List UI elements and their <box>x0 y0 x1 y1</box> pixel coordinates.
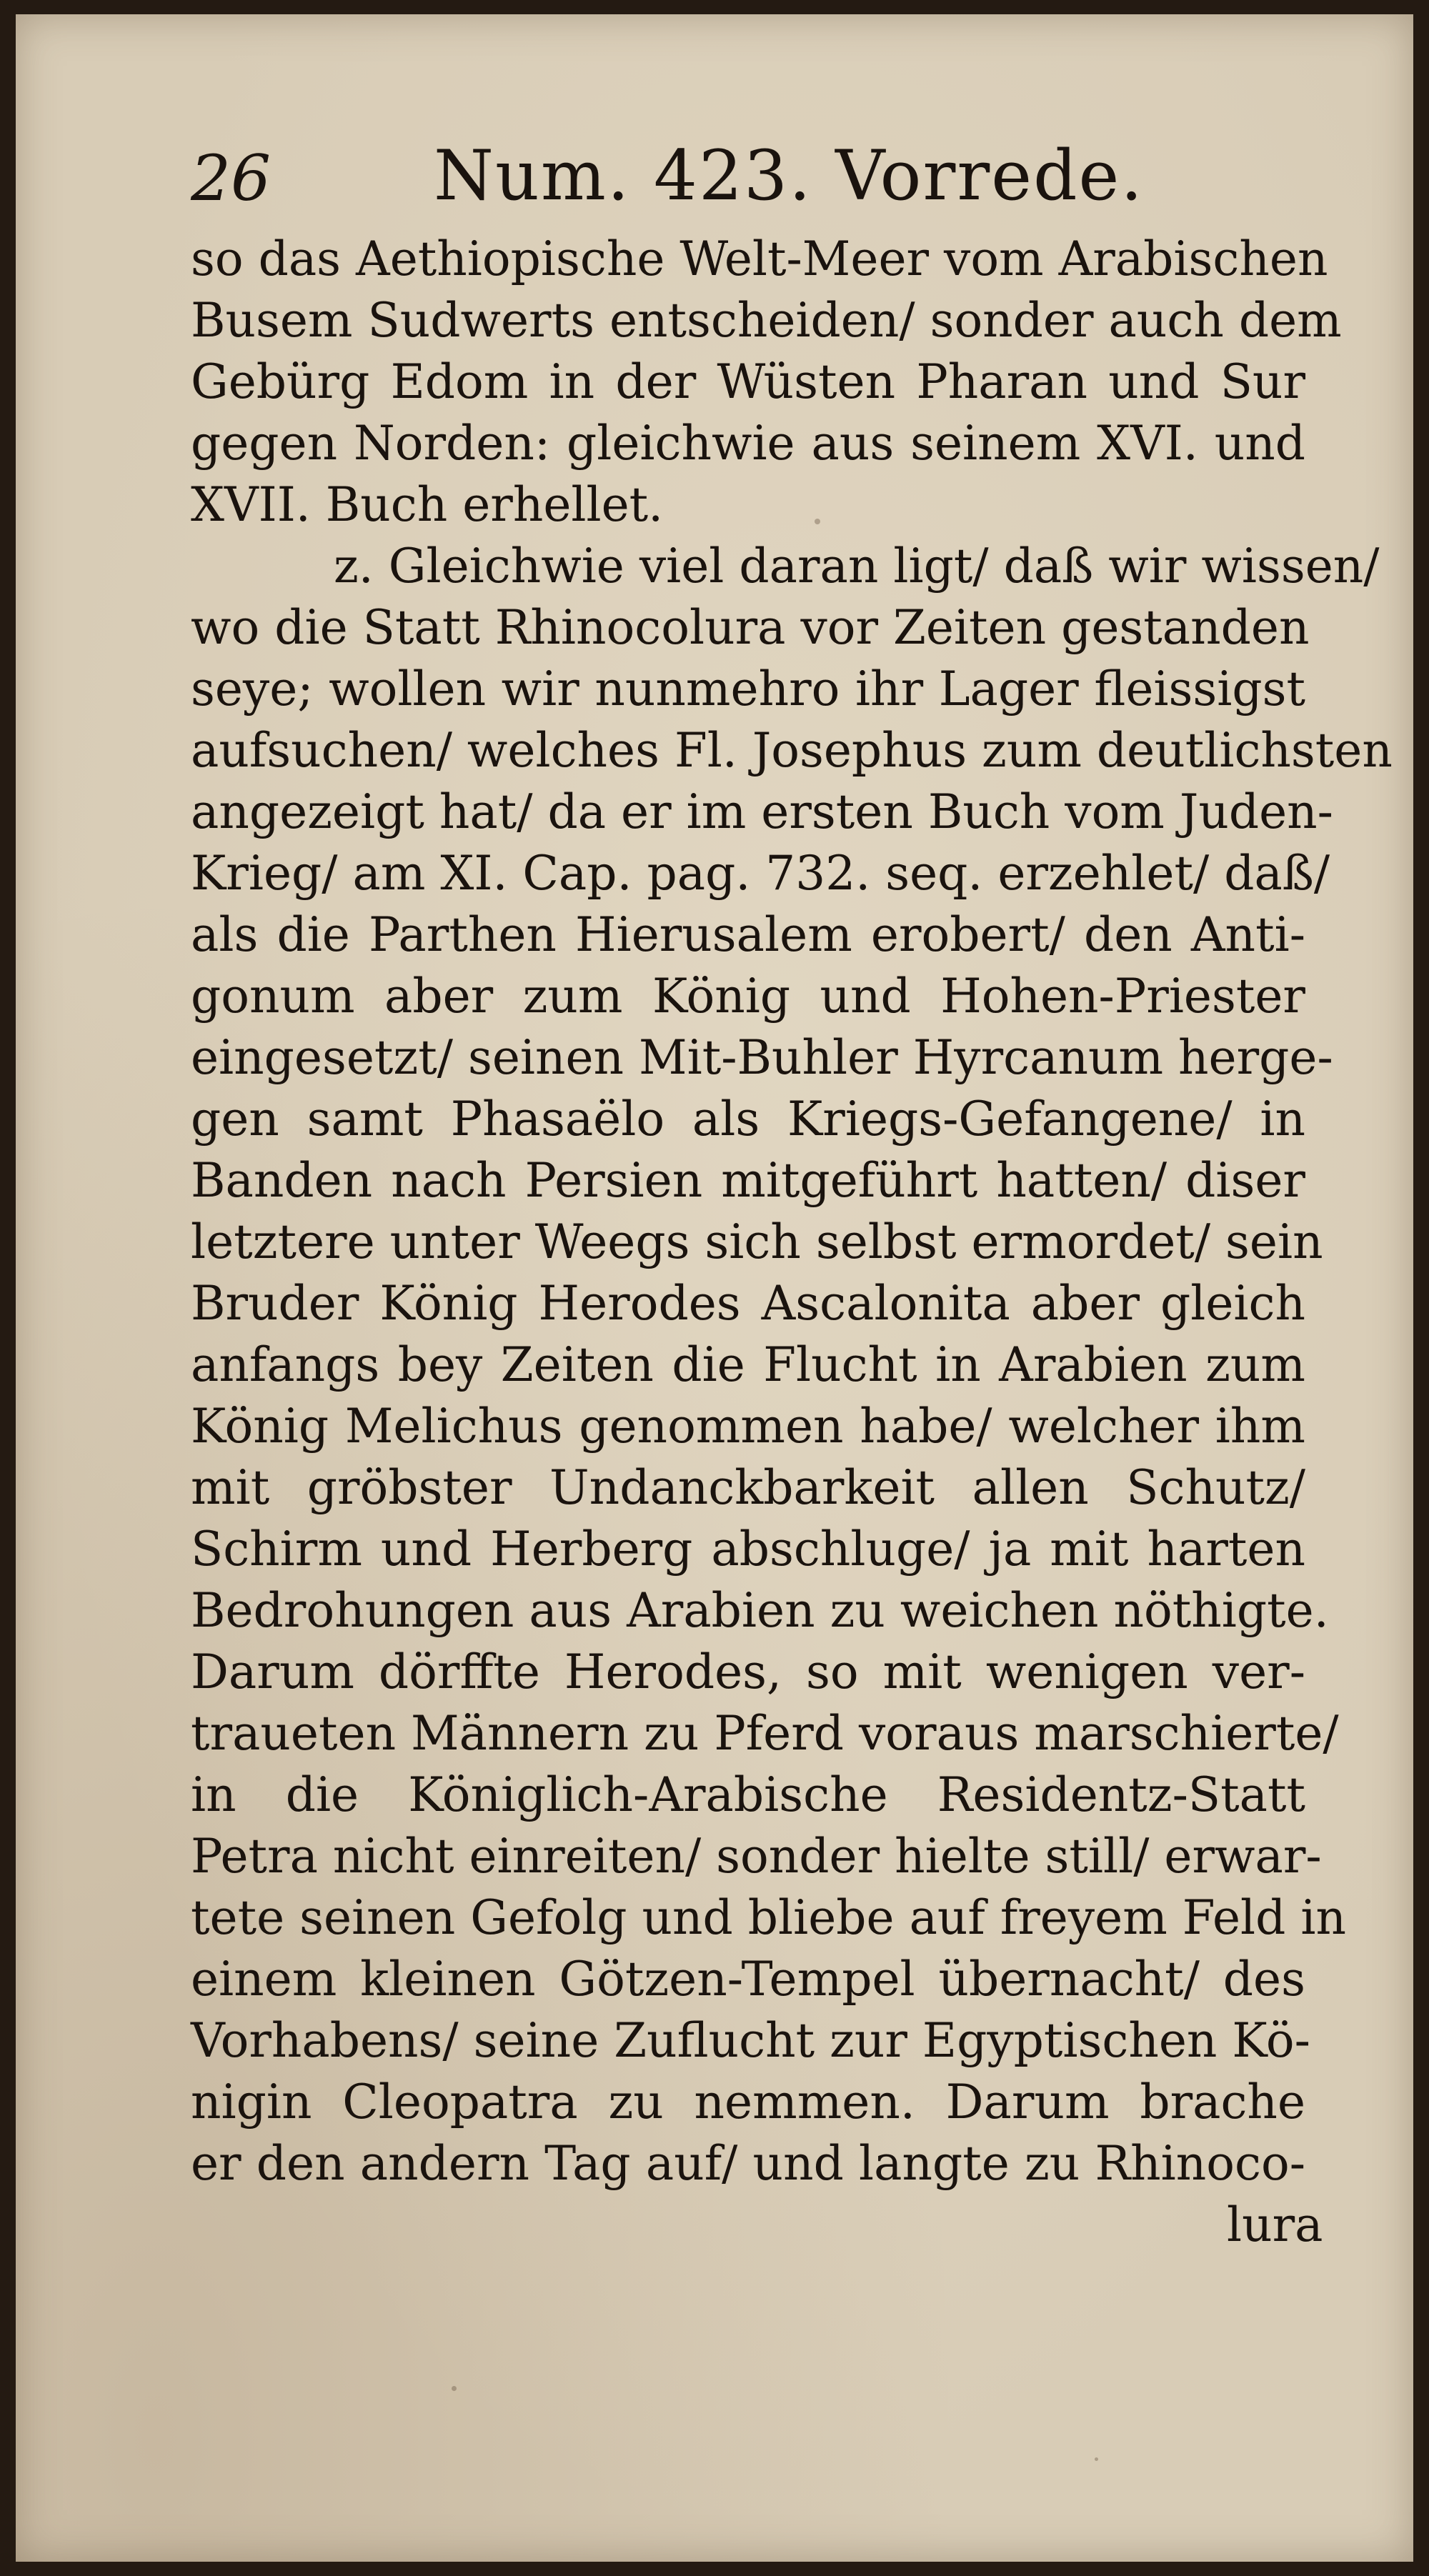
text-line: König Melichus genommen habe/ welcher ihm <box>191 1399 1305 1454</box>
text-line: letztere unter Weegs sich selbst ermordet/ sein <box>191 1214 1323 1269</box>
paper-speck <box>1095 2457 1098 2461</box>
page-number: 26 <box>191 141 271 215</box>
text-line: anfangs bey Zeiten die Flucht in Arabien zum <box>191 1337 1305 1392</box>
running-head: Num. 423. Vorrede. <box>434 136 1144 216</box>
text-line: gen samt Phasaëlo als Kriegs-Gefangene/ in <box>191 1092 1305 1147</box>
page-header <box>191 129 1305 221</box>
text-line: seye; wollen wir nunmehro ihr Lager fleissigst <box>191 662 1305 717</box>
text-line: Schirm und Herberg abschluge/ ja mit harten <box>191 1522 1305 1577</box>
text-line: Bruder König Herodes Ascalonita aber gleich <box>191 1276 1305 1331</box>
text-line: Busem Sudwerts entscheiden/ sonder auch dem <box>191 293 1342 348</box>
text-line: gonum aber zum König und Hohen-Priester <box>191 969 1305 1024</box>
paper-speck <box>815 519 820 524</box>
text-line: traueten Männern zu Pferd voraus marschierte/ <box>191 1706 1339 1761</box>
paragraph-start-line: z. Gleichwie viel daran ligt/ daß wir wissen/ <box>334 539 1380 594</box>
paper-speck <box>452 2386 457 2391</box>
text-line: XVII. Buch erhellet. <box>191 477 664 532</box>
text-line: er den andern Tag auf/ und langte zu Rhinoco- <box>191 2136 1305 2191</box>
text-line: mit gröbster Undanckbarkeit allen Schutz/ <box>191 1460 1305 1515</box>
paper-speck <box>1023 1429 1027 1433</box>
text-line: Krieg/ am XI. Cap. pag. 732. seq. erzehlet/ daß/ <box>191 846 1330 901</box>
text-line: Bedrohungen aus Arabien zu weichen nöthigte. <box>191 1583 1329 1638</box>
text-line: nigin Cleopatra zu nemmen. Darum brache <box>191 2075 1305 2130</box>
book-page <box>16 14 1413 2562</box>
text-line: angezeigt hat/ da er im ersten Buch vom Juden- <box>191 784 1333 839</box>
text-line: Vorhabens/ seine Zuflucht zur Egyptischen Kö- <box>191 2013 1310 2068</box>
text-line: so das Aethiopische Welt-Meer vom Arabischen <box>191 231 1328 286</box>
catchword: lura <box>1227 2197 1323 2252</box>
text-line: wo die Statt Rhinocolura vor Zeiten gestanden <box>191 600 1310 655</box>
text-line: aufsuchen/ welches Fl. Josephus zum deutlichsten <box>191 723 1393 778</box>
text-line: Darum dörffte Herodes, so mit wenigen ver- <box>191 1644 1305 1699</box>
text-line: gegen Norden: gleichwie aus seinem XVI. und <box>191 416 1305 471</box>
text-line: Petra nicht einreiten/ sonder hielte still/ erwar- <box>191 1829 1322 1884</box>
text-line: als die Parthen Hierusalem erobert/ den Anti- <box>191 907 1305 962</box>
text-line: einem kleinen Götzen-Tempel übernacht/ des <box>191 1952 1305 2007</box>
text-line: tete seinen Gefolg und bliebe auf freyem Feld in <box>191 1890 1346 1945</box>
text-line: Banden nach Persien mitgeführt hatten/ diser <box>191 1153 1305 1208</box>
text-line: eingesetzt/ seinen Mit-Buhler Hyrcanum herge- <box>191 1030 1333 1085</box>
text-line: in die Königlich-Arabische Residentz-Statt <box>191 1767 1305 1822</box>
text-line: Gebürg Edom in der Wüsten Pharan und Sur <box>191 354 1305 409</box>
